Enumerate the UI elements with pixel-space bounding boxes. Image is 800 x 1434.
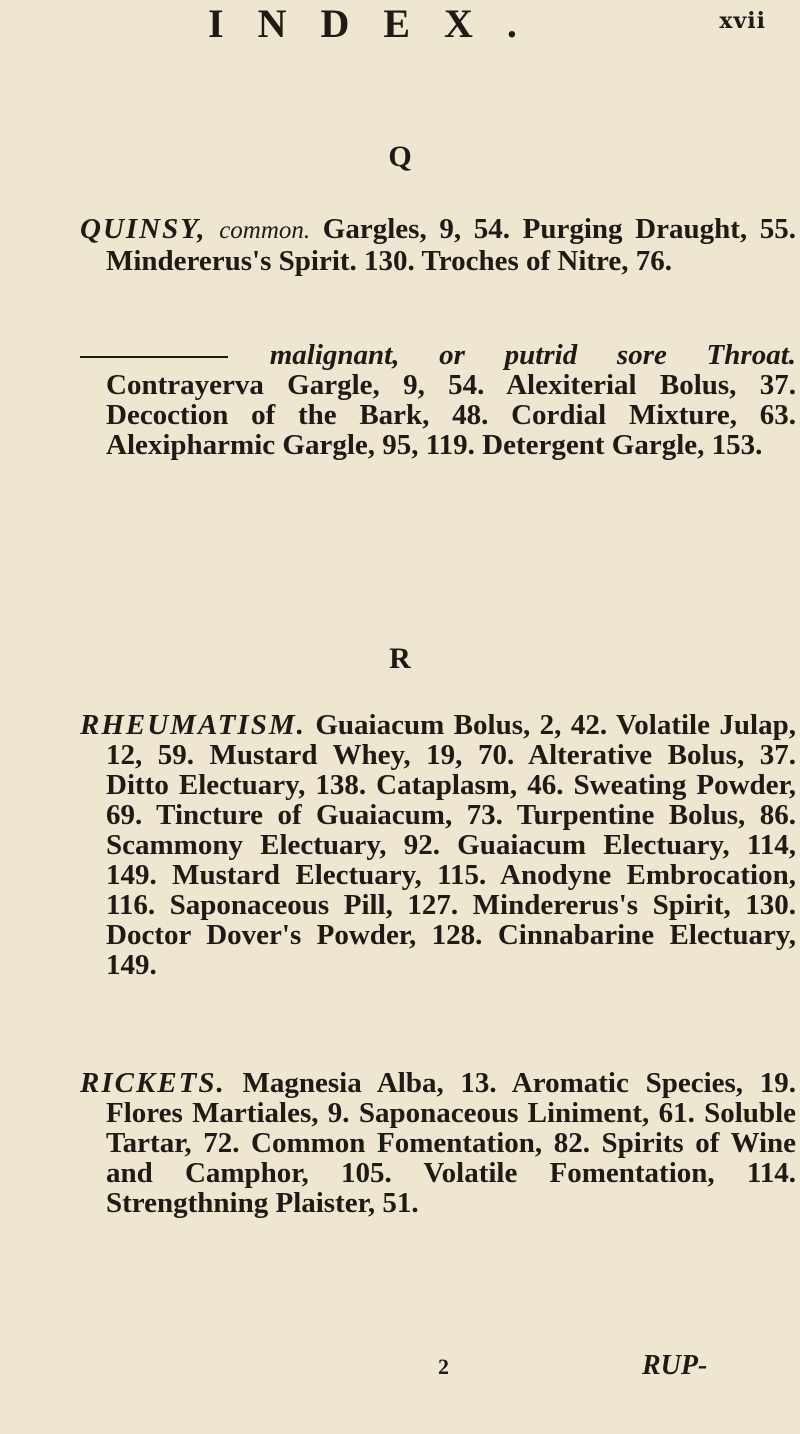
entry-text: Magnesia Alba, 13. Aromatic Species, 19. Flores Martiales, 9. Saponaceous Liniment, 61. Soluble Tartar, 72. Common Fomentation, 82. Spirits of Wine and Camphor, 105. Volatile Fomentation, 114. Strengthning Plaister, 51.: [106, 1067, 797, 1219]
index-entry-quinsy-malignant: [80, 340, 796, 460]
entry-qualifier: common.: [219, 217, 311, 244]
entry-text: Contrayerva Gargle, 9, 54. Alexiterial Bolus, 37. Decoction of the Bark, 48. Cordial Mixture, 63. Alexipharmic Gargle, 95, 119. Detergent Gargle, 153.: [106, 369, 796, 461]
entry-heading: RHEUMATISM.: [80, 709, 306, 741]
entry-subheading: malignant, or putrid sore Throat.: [269, 339, 796, 371]
signature-mark: 2: [438, 1354, 449, 1379]
header-title: INDEX.: [208, 1, 551, 46]
index-entry-rheumatism: [80, 710, 796, 980]
entry-heading: QUINSY,: [80, 213, 207, 245]
running-header: [0, 0, 800, 60]
entry-text: Gargles, 9, 54. Purging Draught, 55. Mindererus's Spirit. 130. Troches of Nitre, 76.: [106, 213, 796, 277]
page-number: xvii: [719, 8, 766, 34]
section-letter-q: Q: [388, 140, 412, 173]
index-entry-rickets: [80, 1068, 796, 1218]
entry-heading: RICKETS.: [80, 1067, 226, 1099]
section-letter-r: R: [389, 642, 411, 675]
page-footer: [0, 1350, 800, 1390]
ditto-rule: [80, 356, 228, 358]
entry-text: Guaiacum Bolus, 2, 42. Volatile Julap, 12, 59. Mustard Whey, 19, 70. Alterative Bolus, 37. Ditto Electuary, 138. Cataplasm, 46. Sweating Powder, 69. Tincture of Guaiacum, 73. Turpentine Bolus, 86. Scammony Electuary, 92. Guaiacum Electuary, 114, 149. Mustard Electuary, 115. Anodyne Embrocation, 116. Saponaceous Pill, 127. Mindererus's Spirit, 130. Doctor Dover's Powder, 128. Cinnabarine Electuary, 149.: [106, 709, 796, 981]
index-entry-quinsy: [80, 214, 796, 276]
catchword: RUP-: [642, 1350, 708, 1381]
